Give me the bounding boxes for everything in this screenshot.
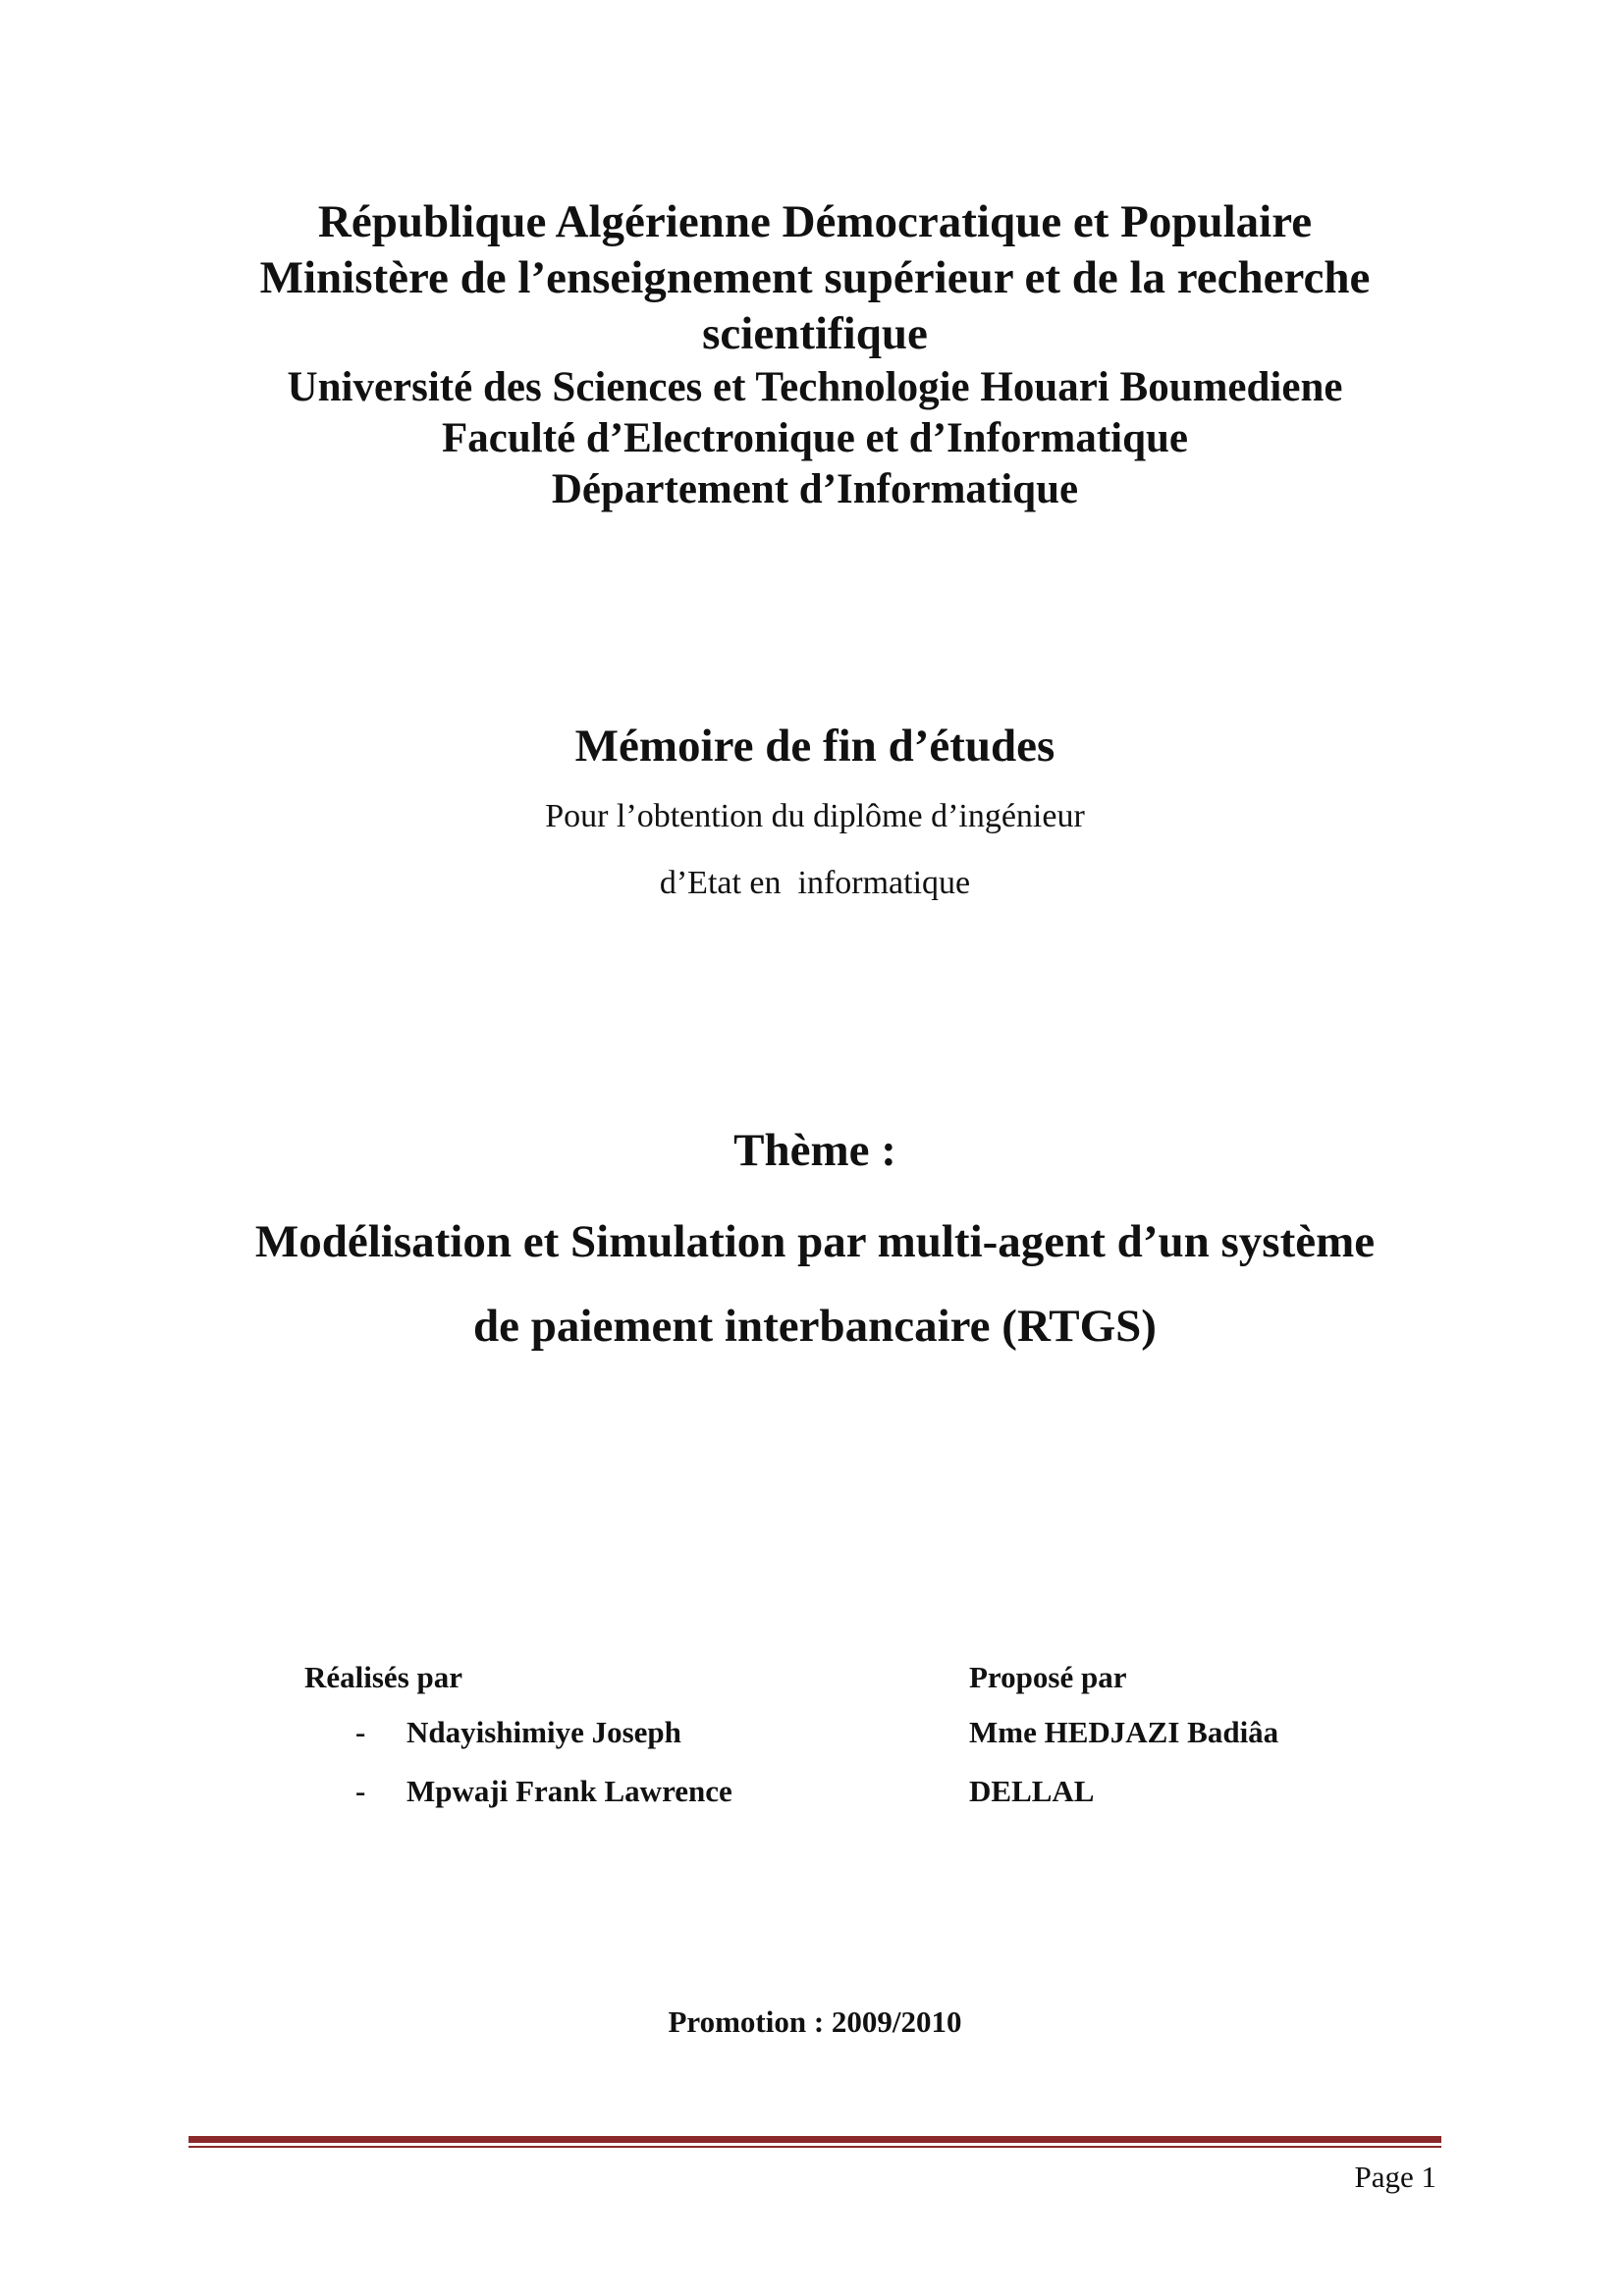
memoire-section (177, 715, 1453, 917)
promotion-line: Promotion : 2009/2010 (668, 2004, 962, 2039)
theme-title-line2: de paiement interbancaire (RTGS) (473, 1301, 1157, 1352)
authors-label: Réalisés par (304, 1660, 463, 1694)
supervisors-section (969, 1654, 1278, 1819)
footer-divider (189, 2136, 1441, 2148)
supervisor-name-line1: Mme HEDJAZI Badiâa (969, 1715, 1279, 1749)
memoire-title: Mémoire de fin d’études (574, 721, 1055, 772)
author-row (304, 1704, 732, 1760)
memoire-subtitle-line2: d’Etat en informatique (659, 865, 971, 901)
institution-header (177, 194, 1453, 515)
footer-rule-thin (189, 2146, 1441, 2148)
university-line: Université des Sciences et Technologie Houari Boumediene (287, 364, 1343, 410)
bullet-dash: - (355, 1774, 366, 1808)
supervisor-name-line2: DELLAL (969, 1774, 1095, 1808)
authors-section (304, 1654, 732, 1819)
author-name: Ndayishimiye Joseph (406, 1715, 681, 1749)
page-number: Page 1 (1354, 2160, 1436, 2194)
republic-line: République Algérienne Démocratique et Populaire (317, 196, 1313, 247)
ministry-line-continued: scientifique (702, 308, 928, 359)
ministry-line: Ministère de l’enseignement supérieur et de la recherche (259, 252, 1371, 303)
theme-section (118, 1119, 1512, 1368)
faculty-line: Faculté d’Electronique et d’Informatique (442, 415, 1188, 461)
bullet-dash: - (355, 1715, 366, 1749)
author-name: Mpwaji Frank Lawrence (406, 1774, 732, 1808)
supervisors-label: Proposé par (969, 1660, 1127, 1694)
memoire-subtitle-line1: Pour l’obtention du diplôme d’ingénieur (545, 798, 1085, 834)
author-row (304, 1763, 732, 1819)
department-line: Département d’Informatique (551, 466, 1079, 512)
theme-label: Thème : (733, 1125, 896, 1176)
footer-rule-thick (189, 2136, 1441, 2143)
theme-title-line1: Modélisation et Simulation par multi-agent d’un système (254, 1216, 1376, 1267)
